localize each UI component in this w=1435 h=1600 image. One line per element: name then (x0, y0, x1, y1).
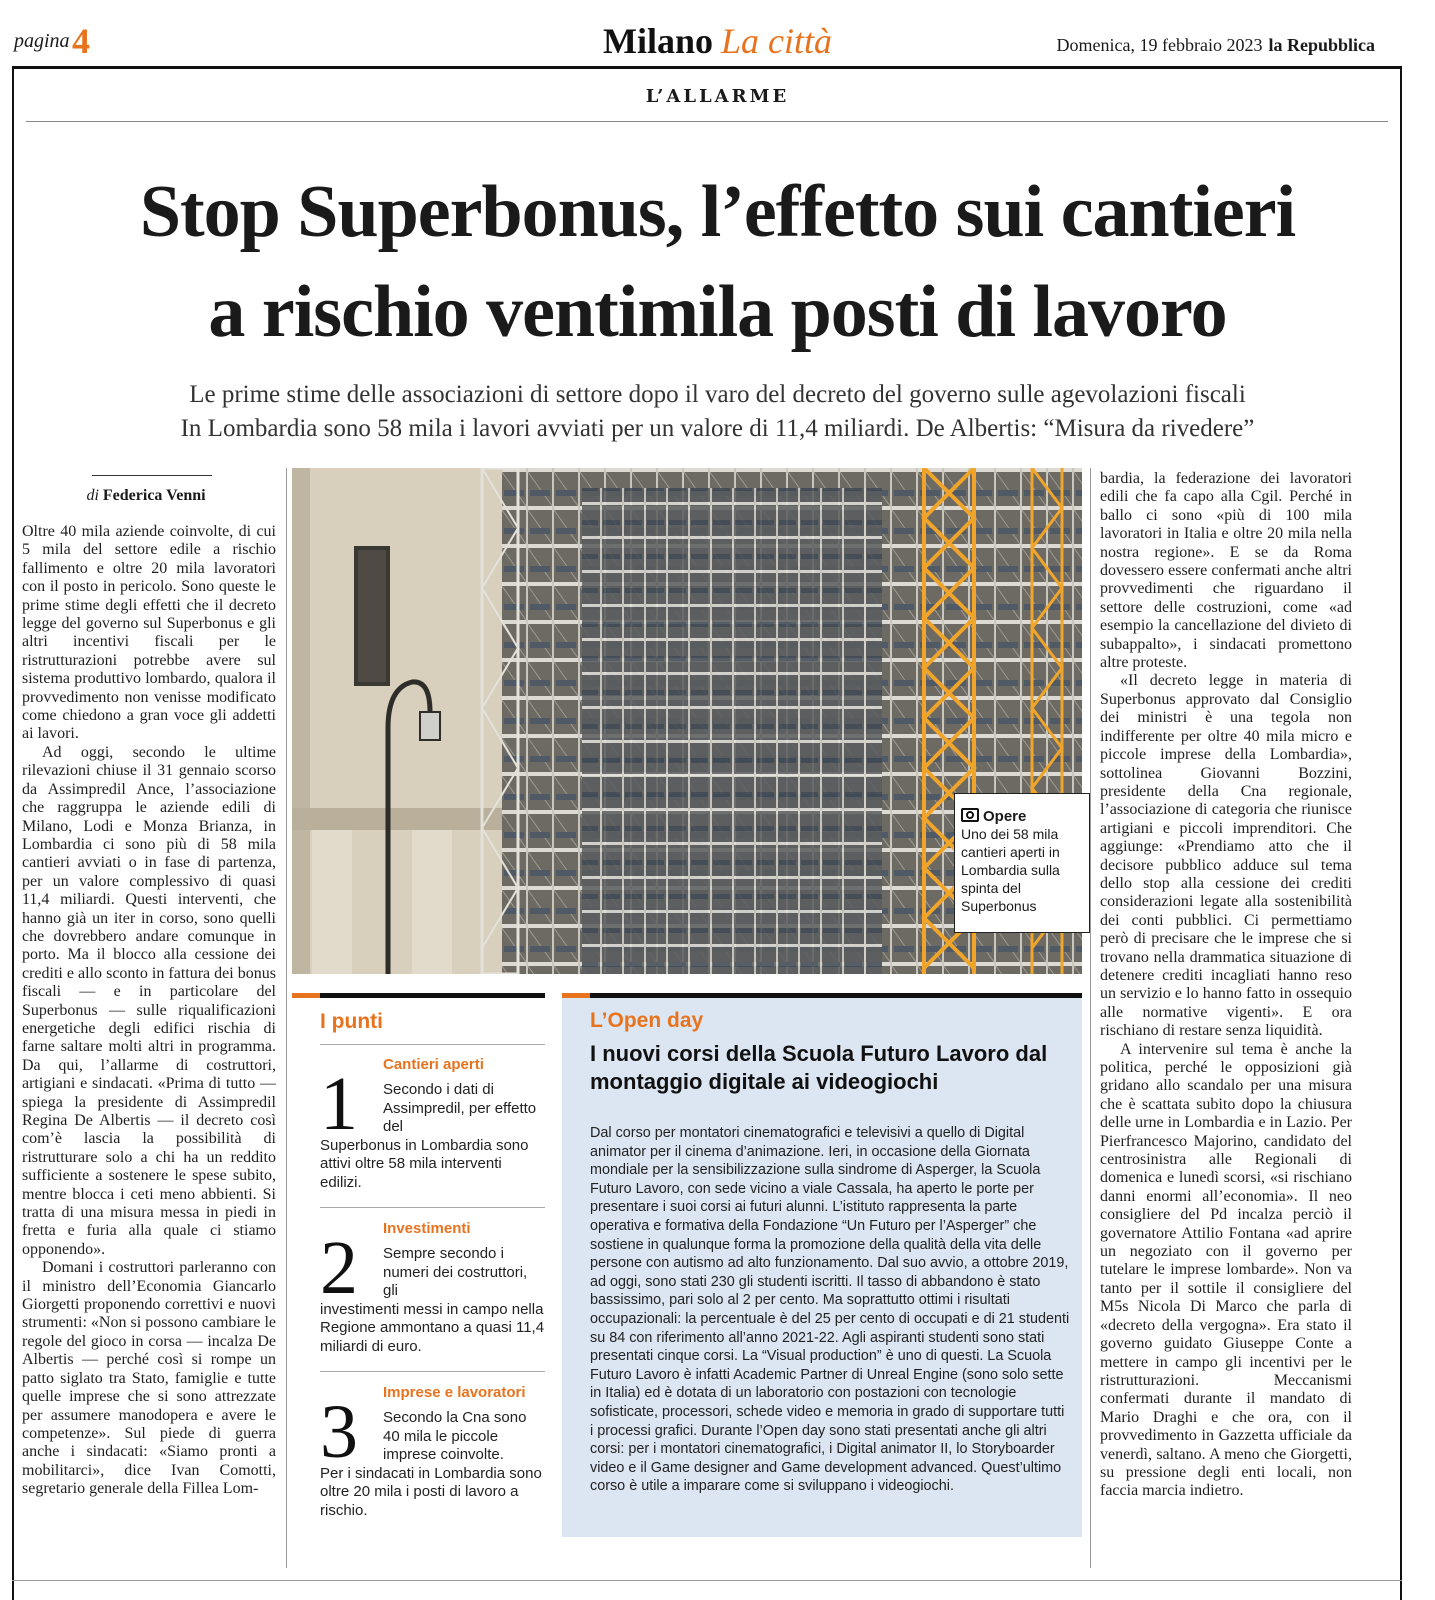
punto-body-a: Sempre secondo i numeri dei costruttori, gli (383, 1245, 528, 1300)
punto-body-b: investimenti messi in campo nella Regione ammontano a quasi 11,4 miliardi di euro. (320, 1300, 545, 1355)
dateline (1057, 35, 1375, 56)
punti-divider (320, 1044, 545, 1045)
open-day-top-bar (590, 993, 1082, 998)
punto-body-a: Secondo i dati di Assimpredil, per effetto del (383, 1081, 537, 1136)
punti-top-bar (320, 993, 545, 998)
article-column-right (1100, 470, 1352, 1501)
punto-body-b: Per i sindacati in Lombardia sono oltre 20 mila i posti di lavoro a rischio. (320, 1464, 542, 1519)
punto-number: 1 (320, 1062, 358, 1146)
headline-line-2: a rischio ventimila posti di lavoro (208, 271, 1227, 353)
open-day-body: Dal corso per montatori cinematografici e televisivi a quello di Digital animator per il cinema d’animazione. Ieri, in occasione della Giornata mondiale per la sensibilizzazione sulla sindrome di Asperger, la Scuola Futuro Lavoro, con sede vicino a viale Cassala, ha aperto le porte per presentare i suoi corsi ai futuri alunni. L’istituto rappresenta la parte operativa e formativa della Fondazione “Un Futuro per l’Asperger” che sostiene in qualunque forma la promozione della qualità della vita delle persone con autismo ad alto funzionamento. Dal suo avvio, a ottobre 2019, ad oggi, sono stati 230 gli studenti iscritti. Il tasso di abbandono è stato bassissimo, pari solo al 2 per cento. Ma soprattutto ottimi i risultati occupazionali: la percentuale è del 25 per cento di occupati e di 21 studenti su 84 con riferimento all’anno 2021-22. Agli aspiranti studenti sono stati presentati cinque corsi. La “Visual production” è uno di questi. La Scuola Futuro Lavoro è infatti Academic Partner di Unreal Engine (sono solo sette in Italia) ed è dotata di un laboratorio con postazioni con tecnologie sofisticate, processori, schede video e memoria in grado di supportare tutti i processi grafici. Durante l’Open day sono stati presentati anche gli altri corsi: per i montatori cinematografici, i Digital animator II, lo Storyboarder video e il Game designer and Game development advanced. Quest’ultimo corso è utile a imparare come si sviluppano i videogiochi. (590, 1125, 1070, 1495)
page-number: 4 (72, 21, 90, 61)
punto-number: 2 (320, 1226, 358, 1310)
article-paragraph: bardia, la federazione dei lavoratori edili che fa capo alla Cgil. Perché in ballo ci sono «più di 100 mila lavoratori in Italia e oltre 20 mila nella nostra regione». E se da Roma dovessero essere confermati anche altri provvedimenti che riguardano il settore delle costruzioni, come «ad esempio la cancellazione del divieto di subappalto», i sindacati promettono altre proteste. (1100, 470, 1352, 672)
column-rule (286, 468, 287, 1568)
article-paragraph: «Il decreto legge in materia di Superbonus approvato dal Consiglio dei ministri è una tegola non indifferente per oltre 40 mila micro e piccole imprese della Lombardia», sottolinea Giovanni Bozzini, presidente della Cna regionale, l’associazione di categoria che riunisce artigiani e piccoli imprenditori. Che aggiunge: «Prendiamo atto che il decisore pubblico adduce sul tema dello stop alla cessione dei crediti considerazioni legate alla sostenibilità dei conti pubblici. Ci permettiamo però di precisare che le imprese che si trovano nella drammatica situazione di detenere crediti incagliati hanno reso un servizio e lo hanno fatto in ossequio alle normative vigenti». E ora rischiano di restare senza liquidità. (1100, 672, 1352, 1040)
headline-line-1: Stop Superbonus, l’effetto sui cantieri (139, 171, 1296, 253)
punto-item (320, 1220, 545, 1357)
punto-number: 3 (320, 1390, 358, 1474)
open-day-accent-bar (562, 993, 590, 998)
caption-title-text: Opere (983, 808, 1027, 825)
section-sub: La città (721, 21, 833, 61)
punto-heading: Cantieri aperti (383, 1056, 484, 1073)
camera-icon (961, 808, 979, 822)
headline (0, 162, 1435, 362)
subhead (0, 378, 1435, 446)
punto-body-a: Secondo la Cna sono 40 mila le piccole imprese coinvolte. (383, 1409, 527, 1464)
byline-rule (92, 475, 212, 476)
article-paragraph: A intervenire sul tema è anche la politica, perché le opposizioni già gridano allo scandalo per una misura che è scattata subito dopo la chiusura delle urne in Lombardia e in Lazio. Per Pierfrancesco Majorino, candidato del centrosinistra alle Regionali di domenica e lunedì scorsi, «si rischiano danni enormi all’economia». Il neo consigliere del Pd incalza perciò il governatore Attilio Fontana «ad aprire un negoziato con il governo per tutelare le imprese lombarde». Non va tanto per il sottile il consigliere del M5s Nicola Di Marco che parla di «decreto della vergogna». Era stato il governo guidato Giuseppe Conte a mettere in campo gli incentivi per le ristrutturazioni. Meccanismi confermati durante il mandato di Mario Draghi e che ora, con il provvedimento in Gazzetta ufficiale da venerdì, saltano. A meno che Giorgetti, su pressione degli enti locali, non faccia marcia indietro. (1100, 1040, 1352, 1500)
article-paragraph: Ad oggi, secondo le ultime rilevazioni chiuse il 31 gennaio scorso da Assimpredil Ance, l’associazione che raggruppa le aziende edili di Milano, Lodi e Monza Brianza, in Lombardia ci sono più di 58 mila cantieri avviati o in fase di partenza, per un valore complessivo di quasi 11,4 miliardi. Questi interventi, che hanno già un iter in corso, sono quelli che dovrebbero andare comunque in porto. Ma il blocco alla cessione dei crediti e allo sconto in fattura dei bonus fiscali — e in particolare del Superbonus — sulle riqualificazioni energetiche degli edifici rischia di farne saltare molti altri in programma. Da qui, l’allarme di costruttori, artigiani e sindacati. «Prima di tutto — spiega la presidente di Assimpredil Regina De Albertis — il decreto così com’è lascia la possibilità di ristrutturare solo a chi ha un reddito sufficiente a sostenere le spese subito, mentre blocca i ceti meno abbienti. Si tratta di una misura messa in piedi in fretta e furia alla quale ci stiamo opponendo». (22, 743, 276, 1258)
article-paragraph: Oltre 40 mila aziende coinvolte, di cui 5 mila del settore edile a rischio fallimento e oltre 20 mila lavoratori con il posto in pericolo. Sono queste le prime stime degli effetti che il decreto legge del governo sul Superbonus e gli altri incentivi fiscali per le ristrutturazioni potrebbe avere sul sistema produttivo lombardo, qualora il provvedimento non venisse modificato come chiedono a gran voce gli addetti ai lavori. (22, 523, 276, 743)
article-column-left (22, 523, 276, 1499)
section-city: Milano (602, 21, 713, 61)
punto-heading: Imprese e lavoratori (383, 1384, 526, 1401)
caption-text: Uno dei 58 mila cantieri aperti in Lombardia sulla spinta del Superbonus (961, 826, 1060, 914)
punto-heading: Investimenti (383, 1220, 471, 1237)
byline-prefix: di (86, 487, 99, 504)
subhead-line-1: Le prime stime delle associazioni di settore dopo il varo del decreto del governo sulle agevolazioni fiscali (189, 381, 1246, 408)
punti-divider (320, 1371, 545, 1372)
open-day-title: I nuovi corsi della Scuola Futuro Lavoro dal montaggio digitale ai videogiochi (590, 1041, 1048, 1094)
subhead-line-2: In Lombardia sono 58 mila i lavori avviati per un valore di 11,4 miliardi. De Albertis: “Misura da rivedere” (180, 415, 1255, 442)
bottom-rule (12, 1580, 1402, 1581)
open-day-kicker: L’Open day (590, 1009, 704, 1032)
article-paragraph: Domani i costruttori parleranno con il ministro dell’Economia Giancarlo Giorgetti proponendo correttivi e nuovi strumenti: «Non si possono cambiare le regole del gioco in corsa — incalza De Albertis — perché così si rompe un patto siglato tra Stato, famiglie e tutte quelle imprese che si sono attrezzate per assumere manodopera e avere le competenze». Sul piede di guerra anche i sindacati: «Siamo pronti a mobilitarci», dice Ivan Comotti, segretario generale della Fillea Lom- (22, 1259, 276, 1498)
punti-divider (320, 1207, 545, 1208)
byline (22, 487, 270, 505)
punti-title: I punti (320, 1010, 383, 1033)
caption-title (961, 808, 1083, 825)
punto-item (320, 1056, 545, 1193)
photo-caption (954, 793, 1090, 933)
byline-author: Federica Venni (102, 487, 206, 504)
punti-accent-bar (292, 993, 320, 998)
article-kicker: L’ALLARME (645, 86, 790, 107)
column-rule (1090, 468, 1091, 1568)
punto-body-b: Superbonus in Lombardia sono attivi oltre 58 mila interventi edilizi. (320, 1136, 529, 1191)
page-label: pagina (14, 30, 70, 52)
kicker-rule (26, 121, 1388, 122)
issue-date: Domenica, 19 febbraio 2023 (1056, 35, 1263, 55)
top-rule (12, 66, 1402, 69)
newspaper-name: la Repubblica (1268, 35, 1375, 55)
punto-item (320, 1384, 545, 1521)
